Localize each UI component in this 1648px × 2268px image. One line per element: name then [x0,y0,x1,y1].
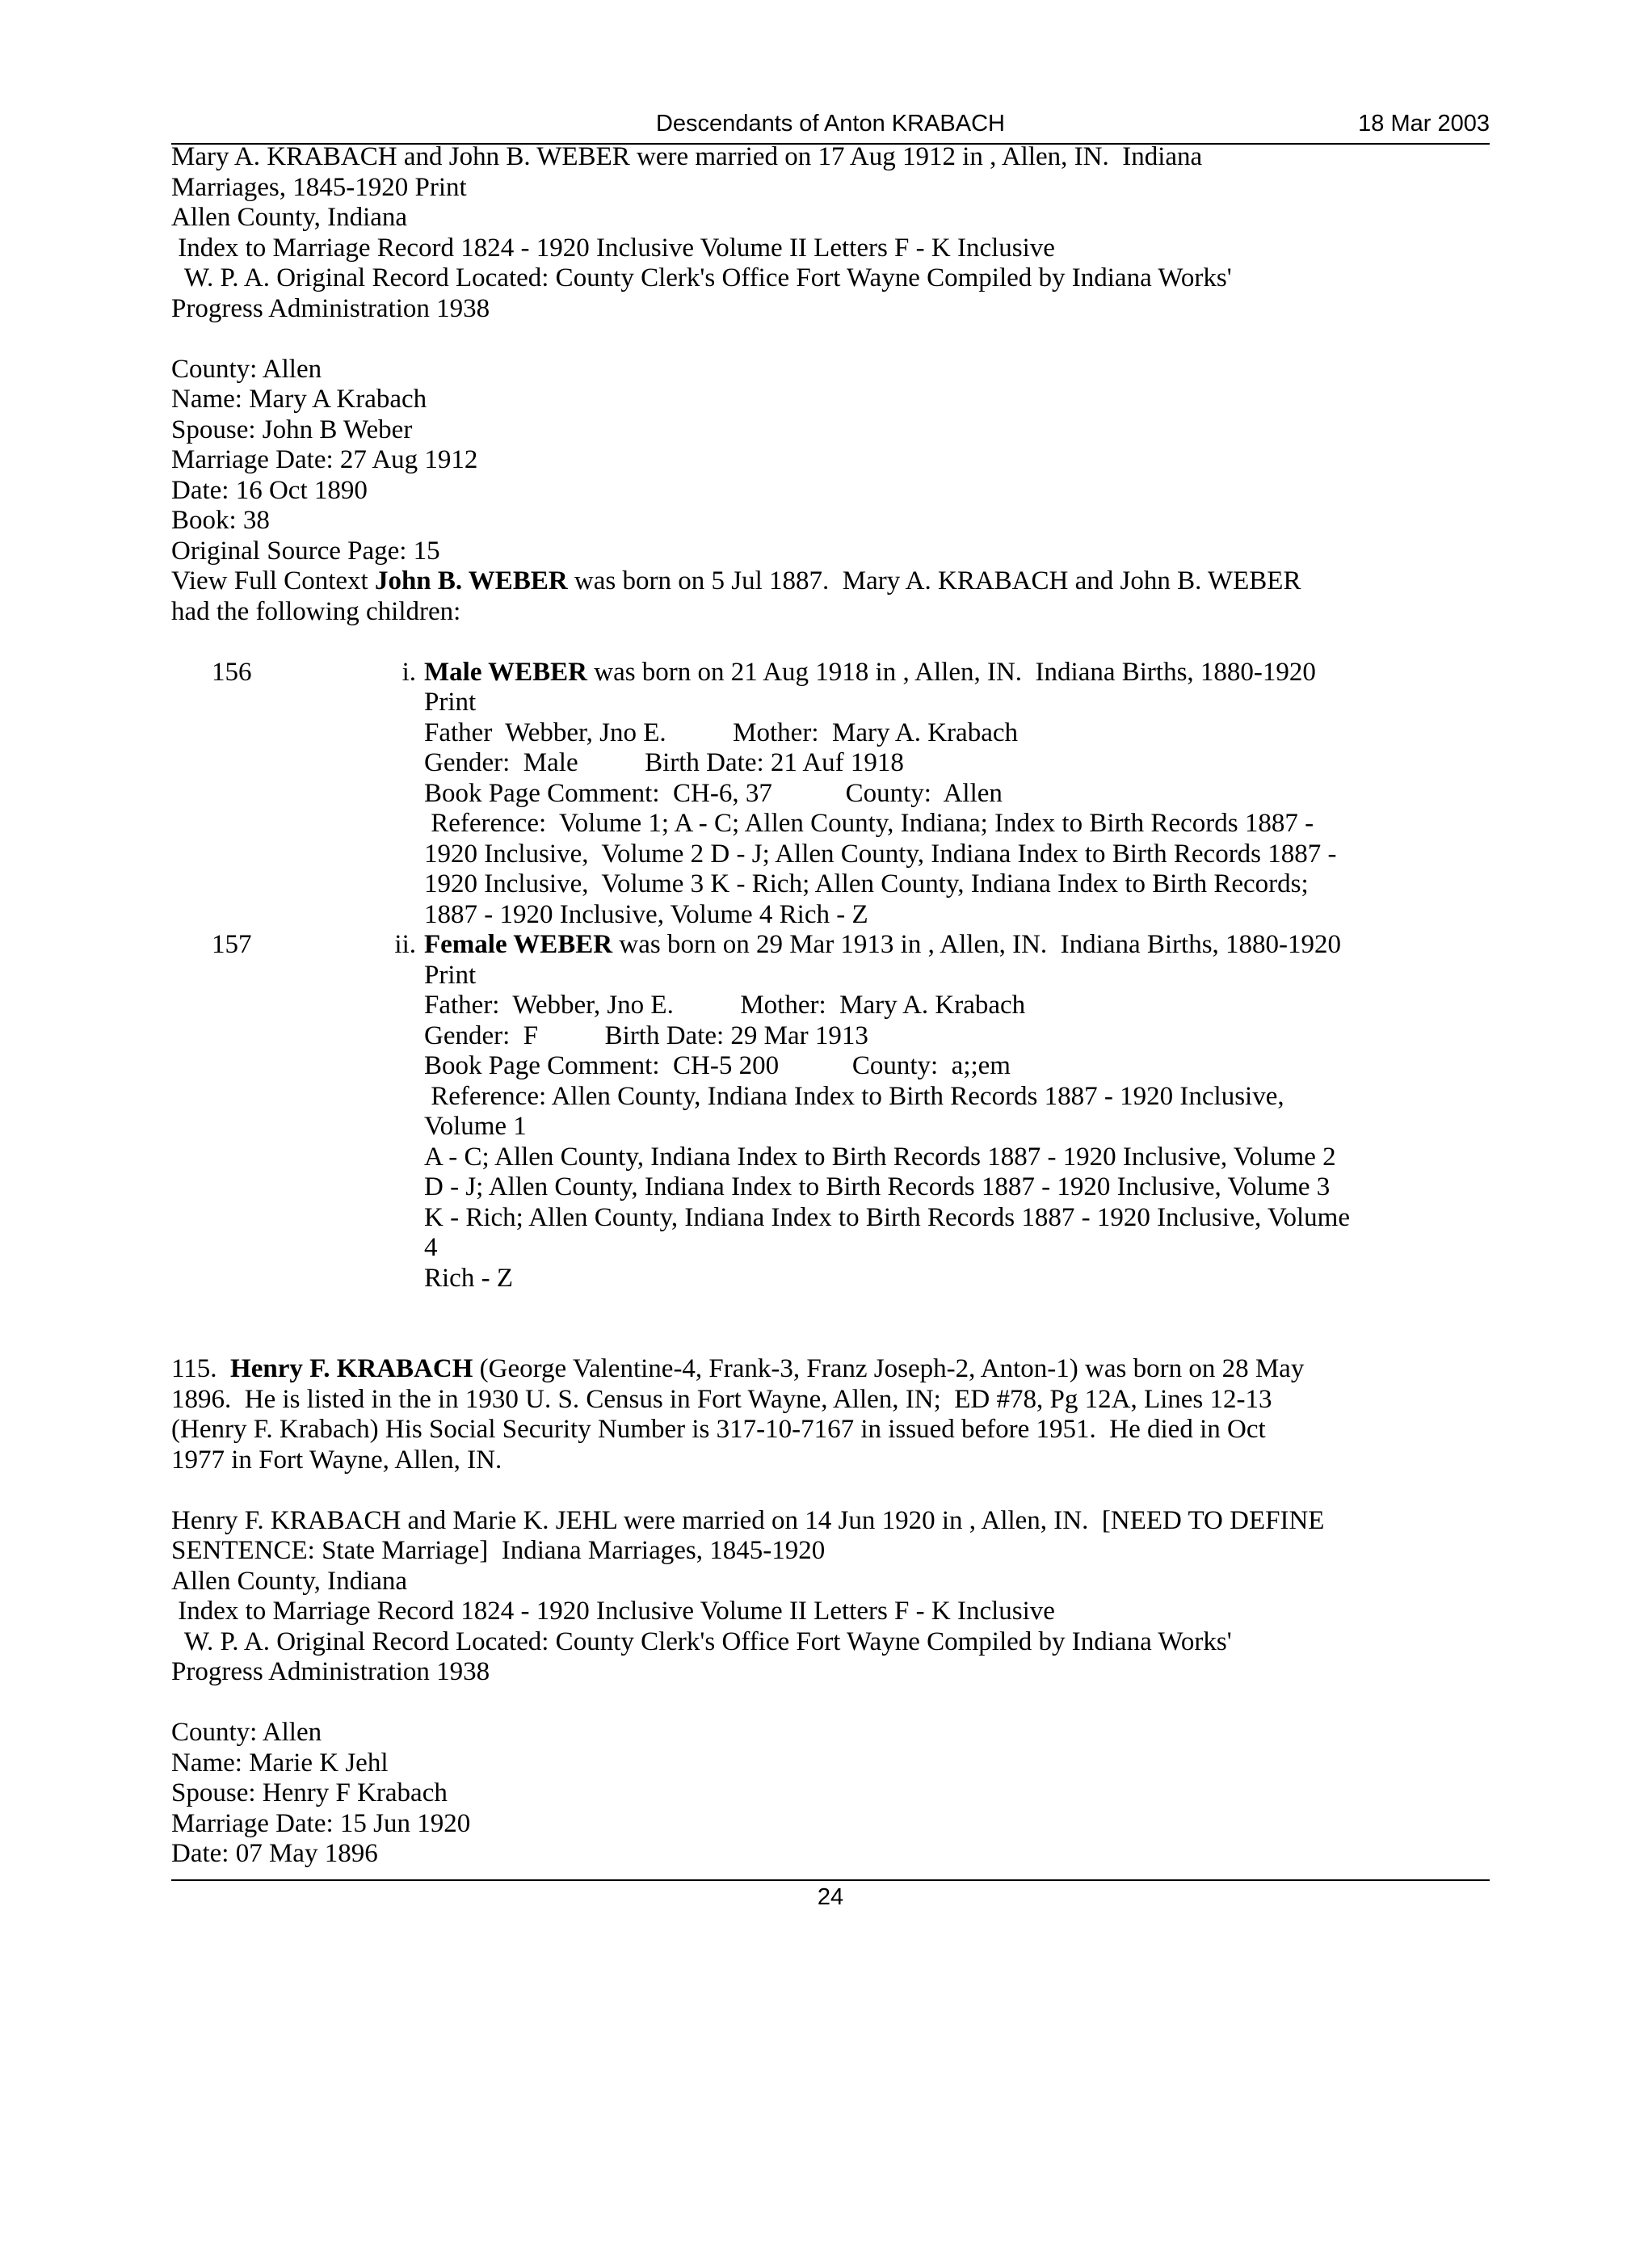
text-line: Father Webber, Jno E. Mother: Mary A. Krabach [424,717,1018,747]
text-line: Book: 38 [171,506,270,535]
text-line: Index to Marriage Record 1824 - 1920 Inclusive Volume II Letters F - K Inclusive [171,1597,1055,1626]
person-first-line [171,1354,1500,1385]
document-title: Descendants of Anton KRABACH [655,111,1005,137]
text-line: Print [424,960,477,990]
text-line: Father: Webber, Jno E. Mother: Mary A. Krabach [424,991,1026,1020]
context-line [171,566,1500,597]
text-line: County: Allen [171,354,322,384]
text-line: SENTENCE: State Marriage] Indiana Marriages, 1845-1920 [171,1536,826,1565]
text-line: A - C; Allen County, Indiana Index to Birth Records 1887 - 1920 Inclusive, Volume 2 [424,1142,1336,1172]
text-line: Spouse: John B Weber [171,414,413,444]
text-line: 1896. He is listed in the in 1930 U. S. Census in Fort Wayne, Allen, IN; ED #78, Pg 12A, Lines 12-13 [171,1384,1272,1414]
text-line: D - J; Allen County, Indiana Index to Birth Records 1887 - 1920 Inclusive, Volume 3 [424,1172,1331,1201]
text-line: Reference: Allen County, Indiana Index to Birth Records 1887 - 1920 Inclusive, [424,1081,1284,1111]
document-date: 18 Mar 2003 [1358,111,1490,137]
text-line: Marriages, 1845-1920 Print [171,172,467,202]
text-line: Original Source Page: 15 [171,536,440,566]
text-line: Volume 1 [424,1112,527,1141]
text-line: Index to Marriage Record 1824 - 1920 Inclusive Volume II Letters F - K Inclusive [171,233,1055,263]
page-footer [171,1879,1490,1911]
text-line: Spouse: Henry F Krabach [171,1778,448,1807]
text-line: W. P. A. Original Record Located: County Clerk's Office Fort Wayne Compiled by Indiana Works' [171,1626,1232,1656]
text-line: 4 [424,1233,438,1262]
child-birth-text: was born on 29 Mar 1913 in , Allen, IN. Indiana Births, 1880-1920 [612,930,1342,959]
text-line: Mary A. KRABACH and John B. WEBER were married on 17 Aug 1912 in , Allen, IN. Indiana [171,142,1203,171]
record-details-2 [171,1718,1500,1870]
text-line: 1977 in Fort Wayne, Allen, IN. [171,1445,502,1475]
person-entry-115 [171,1354,1500,1475]
child-roman-numeral: ii. [394,930,416,959]
text-line: Book Page Comment: CH-6, 37 County: Allen [424,778,1003,808]
text-line: Date: 16 Oct 1890 [171,475,368,505]
text-line: County: Allen [171,1718,322,1747]
text-line: Gender: Male Birth Date: 21 Auf 1918 [424,748,904,777]
page-header [171,107,1490,145]
text-line: Rich - Z [424,1263,513,1293]
text-line: Gender: F Birth Date: 29 Mar 1913 [424,1020,868,1050]
marriage-record-2 [171,1506,1500,1688]
spouse-name: John B. WEBER [374,566,568,595]
text-line: Henry F. KRABACH and Marie K. JEHL were married on 14 Jun 1920 in , Allen, IN. [NEED TO DEFINE [171,1505,1325,1535]
text-line: Date: 07 May 1896 [171,1839,378,1868]
text-line: 1887 - 1920 Inclusive, Volume 4 Rich - Z [424,899,868,929]
child-roman-numeral: i. [401,657,416,687]
child-entry [171,930,1500,1294]
spouse-birth-text: was born on 5 Jul 1887. Mary A. KRABACH and John B. WEBER [567,566,1301,595]
person-lineage-text: (George Valentine-4, Frank-3, Franz Joseph-2, Anton-1) was born on 28 May [473,1354,1305,1383]
text-line: Marriage Date: 15 Jun 1920 [171,1808,471,1838]
text-line: Allen County, Indiana [171,1566,408,1596]
text-line: Progress Administration 1938 [171,1657,490,1686]
text-line: Book Page Comment: CH-5 200 County: a;;em [424,1051,1011,1080]
text-line: 1920 Inclusive, Volume 2 D - J; Allen County, Indiana Index to Birth Records 1887 - [424,839,1337,869]
text-line: 1920 Inclusive, Volume 3 K - Rich; Allen County, Indiana Index to Birth Records; [424,869,1309,898]
marriage-record-1 [171,142,1500,324]
child-name: Male WEBER [424,657,587,687]
child-entry [171,658,1500,931]
text-line: Name: Marie K Jehl [171,1748,389,1778]
person-number: 115. [171,1354,231,1383]
record-details-1 [171,355,1500,628]
text-line: Name: Mary A Krabach [171,385,427,414]
page-body [171,142,1500,1870]
text-line: Marriage Date: 27 Aug 1912 [171,445,478,474]
text-line: Print [424,688,477,717]
text-line: Reference: Volume 1; A - C; Allen County, Indiana; Index to Birth Records 1887 - [424,809,1314,838]
text-line: W. P. A. Original Record Located: County Clerk's Office Fort Wayne Compiled by Indiana Works' [171,263,1232,292]
child-first-line [424,930,1500,961]
child-first-line [424,658,1500,688]
child-birth-text: was born on 21 Aug 1918 in , Allen, IN. Indiana Births, 1880-1920 [586,657,1316,687]
child-number: 156 [212,657,252,687]
child-number: 157 [212,930,252,959]
person-name: Henry F. KRABACH [230,1354,473,1383]
page-number: 24 [817,1884,844,1910]
text-line: (Henry F. Krabach) His Social Security Number is 317-10-7167 in issued before 1951. He died in Oct [171,1415,1266,1444]
text-line: Progress Administration 1938 [171,293,490,323]
text-line: K - Rich; Allen County, Indiana Index to Birth Records 1887 - 1920 Inclusive, Volume [424,1202,1350,1232]
view-full-context-label: View Full Context [171,566,375,595]
children-intro: had the following children: [171,596,461,626]
text-line: Allen County, Indiana [171,203,408,232]
child-name: Female WEBER [424,930,613,959]
